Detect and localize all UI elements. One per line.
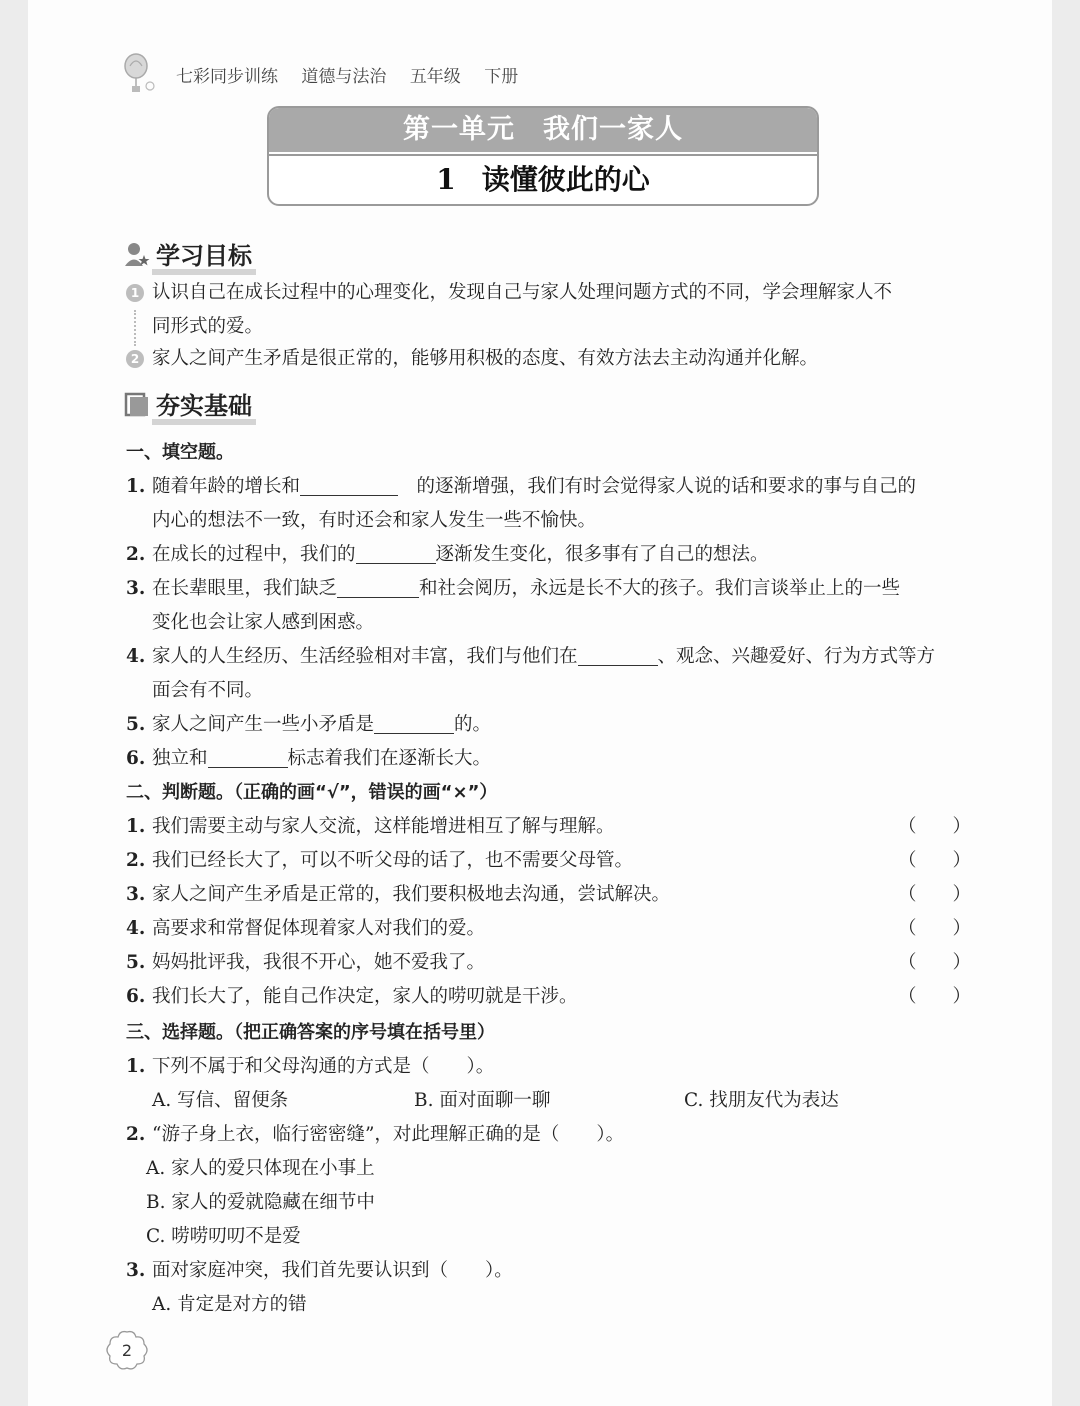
header-volume: 下册 (484, 67, 519, 87)
lesson-title (269, 152, 817, 204)
unit-title: 第一单元 我们一家人 (269, 108, 817, 152)
fill-q6: 6. 独立和 标志着我们在逐渐长大。 (126, 742, 491, 776)
answer-parens[interactable]: （） (898, 952, 1008, 973)
fill-q1: 1. 随着年龄的增长和 的逐渐增强，我们有时会觉得家人说的话和要求的事与自己的 (126, 470, 916, 504)
answer-blank[interactable] (337, 575, 419, 598)
answer-blank[interactable] (578, 643, 658, 666)
goals-heading-text: 学习目标 (156, 242, 252, 270)
header-series: 七彩同步训练 (176, 67, 278, 87)
fill-q2: 2. 在成长的过程中，我们的 逐渐发生变化，很多事有了自己的想法。 (126, 538, 769, 572)
goal-item-2 (126, 342, 946, 376)
lesson-number: 1 (436, 163, 456, 196)
fill-q4-cont: 面会有不同。 (152, 680, 264, 701)
header-subject: 道德与法治 (301, 67, 387, 87)
judge-item-1: 1. 我们需要主动与家人交流，这样能增进相互了解与理解。 (126, 816, 615, 837)
basics-heading (124, 386, 252, 421)
choice-q1-option-b[interactable]: B. 面对面聊一聊 (414, 1090, 551, 1111)
answer-parens[interactable]: （） (898, 884, 1008, 905)
fill-heading: 一、填空题。 (126, 442, 234, 463)
choice-heading: 三、选择题。（把正确答案的序号填在括号里） (126, 1022, 495, 1043)
balloon-icon (120, 52, 160, 94)
answer-parens[interactable]: （） (898, 850, 1008, 871)
choice-q2: 2. “游子身上衣，临行密密缝”，对此理解正确的是（ ）。 (126, 1124, 625, 1145)
goal-2-line-1: 家人之间产生矛盾是很正常的，能够用积极的态度、有效方法去主动沟通并化解。 (152, 348, 819, 369)
judge-item-3: 3. 家人之间产生矛盾是正常的，我们要积极地去沟通，尝试解决。 (126, 884, 671, 905)
answer-blank[interactable] (356, 541, 436, 564)
running-header (176, 62, 536, 87)
learner-icon (124, 241, 150, 267)
goal-bullet: 1 (126, 284, 144, 302)
goal-1-line-1: 认识自己在成长过程中的心理变化，发现自己与家人处理问题方式的不同，学会理解家人不 (152, 282, 893, 303)
basics-heading-text: 夯实基础 (156, 392, 252, 420)
goal-item-1 (126, 276, 946, 344)
judge-item-2: 2. 我们已经长大了，可以不听父母的话了，也不需要父母管。 (126, 850, 634, 871)
goals-heading (124, 236, 252, 271)
answer-blank[interactable] (300, 473, 398, 496)
choice-q2-option-b[interactable]: B. 家人的爱就隐藏在细节中 (146, 1192, 375, 1213)
choice-q1: 1. 下列不属于和父母沟通的方式是（ ）。 (126, 1056, 495, 1077)
lesson-name: 读懂彼此的心 (481, 163, 650, 196)
answer-blank[interactable] (208, 745, 288, 768)
judge-item-5: 5. 妈妈批评我，我很不开心，她不爱我了。 (126, 952, 486, 973)
choice-q3-option-a[interactable]: A. 肯定是对方的错 (152, 1294, 307, 1315)
goal-1-line-2: 同形式的爱。 (152, 316, 264, 337)
judge-item-6: 6. 我们长大了，能自己作决定，家人的唠叨就是干涉。 (126, 986, 578, 1007)
page-number-badge (104, 1328, 150, 1372)
fill-q3-cont: 变化也会让家人感到困惑。 (152, 612, 375, 633)
answer-blank[interactable] (374, 711, 454, 734)
choice-q2-option-c[interactable]: C. 唠唠叨叨不是爱 (146, 1226, 301, 1247)
header-grade: 五年级 (409, 67, 461, 87)
choice-q1-option-c[interactable]: C. 找朋友代为表达 (684, 1090, 839, 1111)
judge-item-4: 4. 高要求和常督促体现着家人对我们的爱。 (126, 918, 486, 939)
fill-q3: 3. 在长辈眼里，我们缺乏 和社会阅历，永远是长不大的孩子。我们言谈举止上的一些 (126, 572, 900, 606)
fill-q5: 5. 家人之间产生一些小矛盾是 的。 (126, 708, 491, 742)
answer-parens[interactable]: （） (898, 986, 1008, 1007)
fill-q4: 4. 家人的人生经历、生活经验相对丰富，我们与他们在 、观念、兴趣爱好、行为方式等方 (126, 640, 935, 674)
answer-parens[interactable]: （） (898, 816, 1008, 837)
goal-bullet: 2 (126, 350, 144, 368)
page-number: 2 (121, 1341, 133, 1360)
fill-q1-cont: 内心的想法不一致，有时还会和家人发生一些不愉快。 (152, 510, 597, 531)
choice-q3: 3. 面对家庭冲突，我们首先要认识到（ ）。 (126, 1260, 513, 1281)
judge-heading: 二、判断题。（正确的画“√”，错误的画“×”） (126, 782, 498, 803)
choice-q2-option-a[interactable]: A. 家人的爱只体现在小事上 (146, 1158, 375, 1179)
book-icon (124, 391, 150, 417)
choice-q1-option-a[interactable]: A. 写信、留便条 (152, 1090, 289, 1111)
answer-parens[interactable]: （） (898, 918, 1008, 939)
title-box (267, 106, 819, 206)
